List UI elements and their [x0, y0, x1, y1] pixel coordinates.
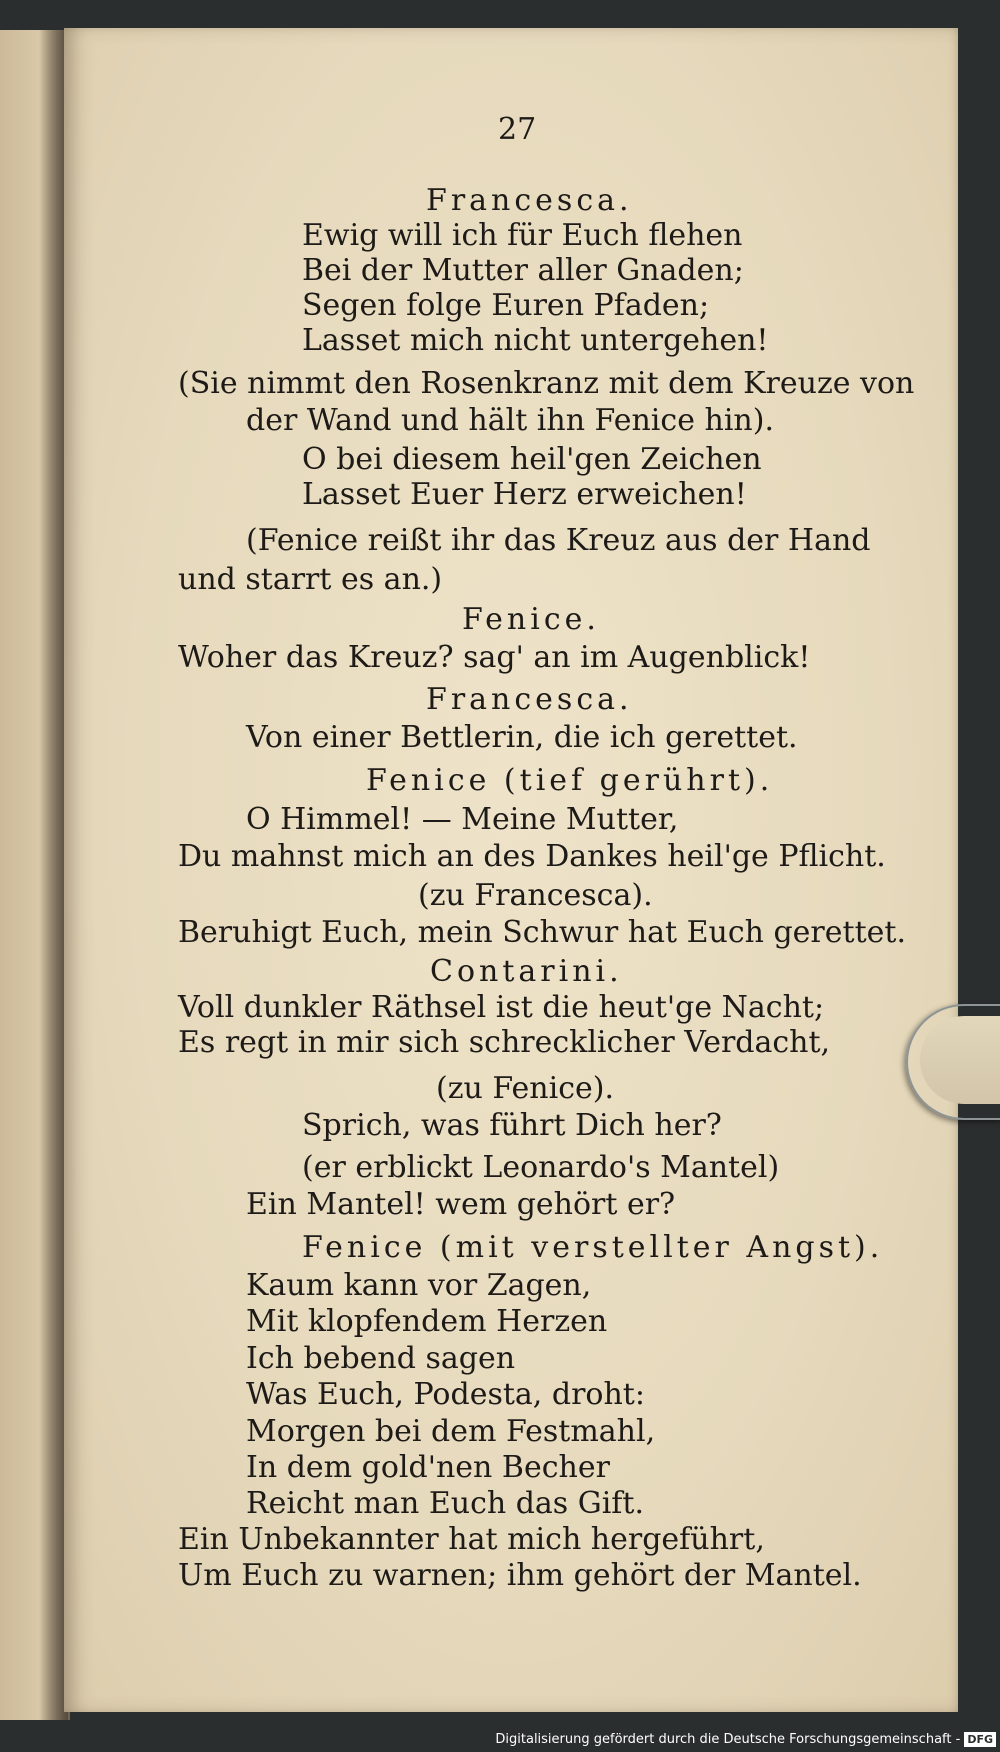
verse-line: Von einer Bettlerin, die ich gerettet. [246, 720, 798, 755]
speaker-name: Fenice (tief gerührt). [366, 763, 774, 798]
verse-line: Ein Mantel! wem gehört er? [246, 1187, 676, 1222]
verse-line: O bei diesem heil'gen Zeichen [302, 442, 762, 477]
verse-line: Beruhigt Euch, mein Schwur hat Euch gerettet. [178, 915, 906, 950]
stage-direction: (zu Fenice). [436, 1071, 615, 1106]
speaker-name: Contarini. [430, 954, 623, 989]
credit-text: Digitalisierung gefördert durch die Deutsche Forschungsgemeinschaft - [495, 1731, 961, 1747]
speaker-name: Fenice. [462, 602, 600, 637]
verse-line: Kaum kann vor Zagen, [246, 1268, 592, 1303]
verse-line: Ewig will ich für Euch flehen [302, 218, 743, 253]
verse-line: Sprich, was führt Dich her? [302, 1108, 722, 1143]
verse-line: In dem gold'nen Becher [246, 1450, 610, 1485]
speaker-name: Francesca. [426, 682, 633, 717]
verse-line: Es regt in mir sich schrecklicher Verdacht, [178, 1025, 831, 1060]
digitization-credit [495, 1728, 996, 1750]
verse-line: Du mahnst mich an des Dankes heil'ge Pflicht. [178, 839, 886, 874]
speaker-name: Fenice (mit verstellter Angst). [302, 1230, 884, 1265]
verse-line: Morgen bei dem Festmahl, [246, 1414, 656, 1449]
verse-line: Lasset Euer Herz erweichen! [302, 477, 747, 512]
stage-direction: (Sie nimmt den Rosenkranz mit dem Kreuze von [178, 366, 915, 401]
verse-line: Segen folge Euren Pfaden; [302, 288, 710, 323]
verse-line: Ein Unbekannter hat mich hergeführt, [178, 1522, 765, 1557]
verse-line: Bei der Mutter aller Gnaden; [302, 253, 744, 288]
stage-direction: (Fenice reißt ihr das Kreuz aus der Hand [246, 523, 871, 558]
verse-line: Woher das Kreuz? sag' an im Augenblick! [178, 640, 811, 675]
speaker-name: Francesca. [426, 183, 633, 218]
verse-line: Ich bebend sagen [246, 1341, 516, 1376]
stage-direction: und starrt es an.) [178, 562, 443, 597]
verse-line: Was Euch, Podesta, droht: [246, 1377, 645, 1412]
verse-line: O Himmel! — Meine Mutter, [246, 802, 679, 837]
verse-line: Reicht man Euch das Gift. [246, 1486, 644, 1521]
stage-direction: (er erblickt Leonardo's Mantel) [302, 1150, 780, 1185]
stage-direction: (zu Francesca). [418, 878, 653, 913]
verse-line: Lasset mich nicht untergehen! [302, 323, 769, 358]
verse-line: Um Euch zu warnen; ihm gehört der Mantel. [178, 1558, 862, 1593]
dfg-logo: DFG [964, 1732, 996, 1747]
verse-line: Voll dunkler Räthsel ist die heut'ge Nacht; [178, 990, 825, 1025]
verse-line: Mit klopfendem Herzen [246, 1304, 608, 1339]
stage-direction: der Wand und hält ihn Fenice hin). [246, 403, 774, 438]
page-number: 27 [498, 112, 537, 147]
